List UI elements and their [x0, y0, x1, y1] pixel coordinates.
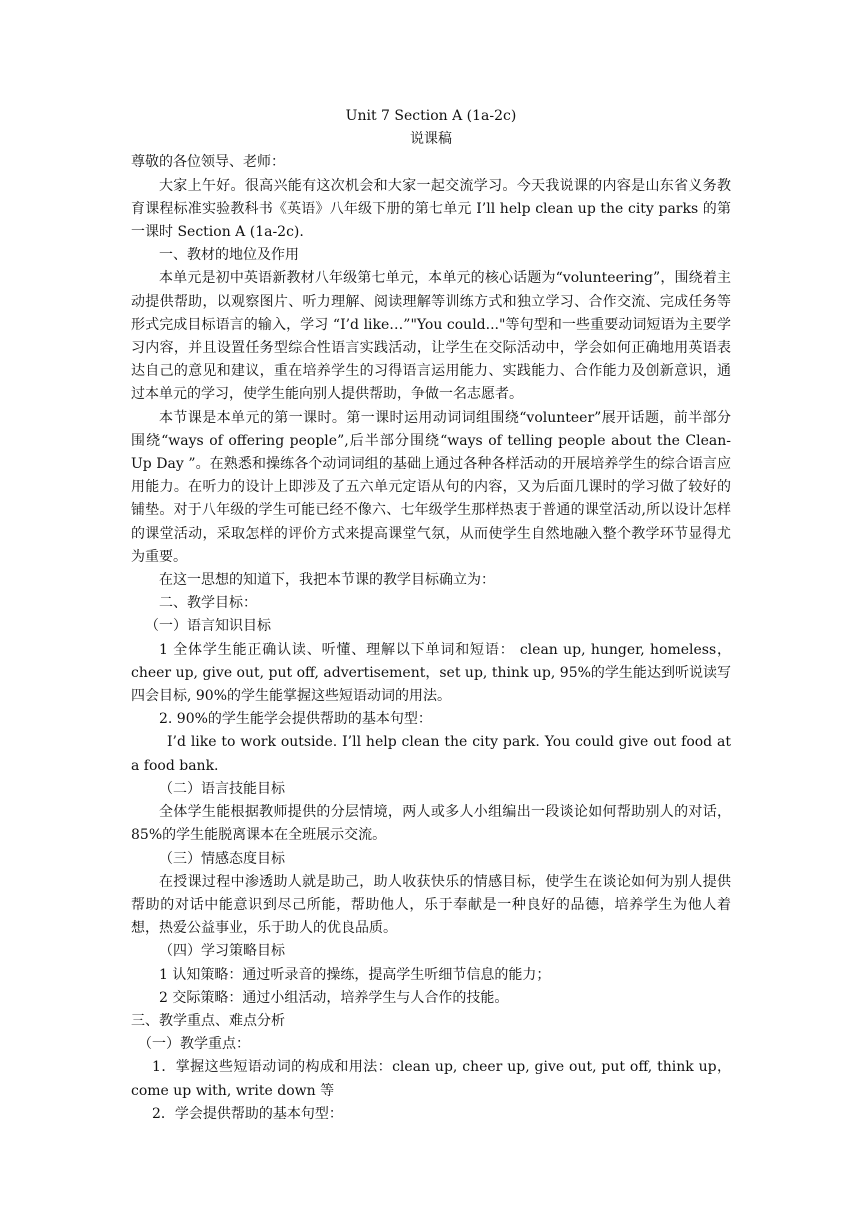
paragraph-5: 2. 90%的学生能学会提供帮助的基本句型：	[159, 711, 432, 728]
document-page	[131, 105, 731, 1126]
paragraph-11: 1．掌握这些短语动词的构成和用法：clean up, cheer up, give out, put off, think up，come up with, write down 等	[131, 1059, 731, 1099]
paragraph-12: 2．学会提供帮助的基本句型：	[152, 1105, 343, 1122]
paragraph-8: 在授课过程中渗透助人就是助己，助人收获快乐的情感目标，使学生在谈论如何为别人提供帮助的对话中能意识到尽己所能，帮助他人，乐于奉献是一种良好的品德，培养学生为他人着想，热爱公益事业，乐于助人的优良品质。	[131, 873, 731, 937]
paragraph-7: 全体学生能根据教师提供的分层情境，两人或多人小组编出一段谈论如何帮助别人的对话，85%的学生能脱离课本在全班展示交流。	[131, 804, 731, 844]
subheading-2-2: （二）语言技能目标	[159, 780, 285, 797]
subheading-2-3: （三）情感态度目标	[159, 850, 285, 867]
paragraph-3: 在这一思想的知道下，我把本节课的教学目标确立为：	[159, 572, 495, 589]
paragraph-4: 1 全体学生能正确认读、听懂、理解以下单词和短语： clean up, hunger, homeless，cheer up, give out, put off, advertisement，set up, think up, 95%的学生能达到听说读写四会目标, 90%的学生能掌握这些短语动词的用法。	[131, 641, 731, 705]
intro-paragraph: 大家上午好。很高兴能有这次机会和大家一起交流学习。今天我说课的内容是山东省义务教育课程标准实验教科书《英语》八年级下册的第七单元 I’ll help clean up the city parks 的第一课时 Section A (1a-2c).	[131, 177, 731, 241]
paragraph-6: I’d like to work outside. I’ll help clean the city park. You could give out food at a food bank.	[131, 734, 731, 774]
paragraph-9: 1 认知策略：通过听录音的操练，提高学生听细节信息的能力；	[159, 966, 551, 983]
document-title: Unit 7 Section A (1a-2c)	[345, 108, 517, 124]
subheading-2-4: （四）学习策略目标	[159, 943, 285, 960]
subheading-3-1: （一）教学重点：	[138, 1036, 250, 1053]
section-heading-2: 二、教学目标：	[159, 595, 257, 612]
paragraph-1: 本单元是初中英语新教材八年级第七单元，本单元的核心话题为“volunteering”，围绕着主动提供帮助，以观察图片、听力理解、阅读理解等训练方式和独立学习、合作交流、完成任务等形式完成目标语言的输入，学习 “I’d like…”"You could..."等句型和一些重要动词短语为主要学习内容，并且设置任务型综合性语言实践活动，让学生在交际活动中，学会如何正确地用英语表达自己的意见和建议，重在培养学生的习得语言运用能力、实践能力、合作能力及创新意识，通过本单元的学习，使学生能向别人提供帮助，争做一名志愿者。	[131, 270, 731, 403]
section-heading-1: 一、教材的地位及作用	[159, 247, 299, 264]
paragraph-2: 本节课是本单元的第一课时。第一课时运用动词词组围绕“volunteer”展开话题，前半部分围绕“ways of offering people”,后半部分围绕“ways of telling people about the Clean-Up Day ”。在熟悉和操练各个动词词组的基础上通过各种各样活动的开展培养学生的综合语言应用能力。在听力的设计上即涉及了五六单元定语从句的内容，又为后面几课时的学习做了较好的铺垫。对于八年级的学生可能已经不像六、七年级学生那样热衷于普通的课堂活动,所以设计怎样的课堂活动，采取怎样的评价方式来提高课堂气氛，从而使学生自然地融入整个教学环节显得尤为重要。	[131, 409, 731, 565]
paragraph-10: 2 交际策略：通过小组活动，培养学生与人合作的技能。	[159, 989, 509, 1006]
section-heading-3: 三、教学重点、难点分析	[131, 1012, 285, 1029]
document-subtitle: 说课稿	[410, 131, 452, 148]
subheading-2-1: （一）语言知识目标	[145, 618, 271, 635]
greeting: 尊敬的各位领导、老师：	[131, 154, 285, 171]
